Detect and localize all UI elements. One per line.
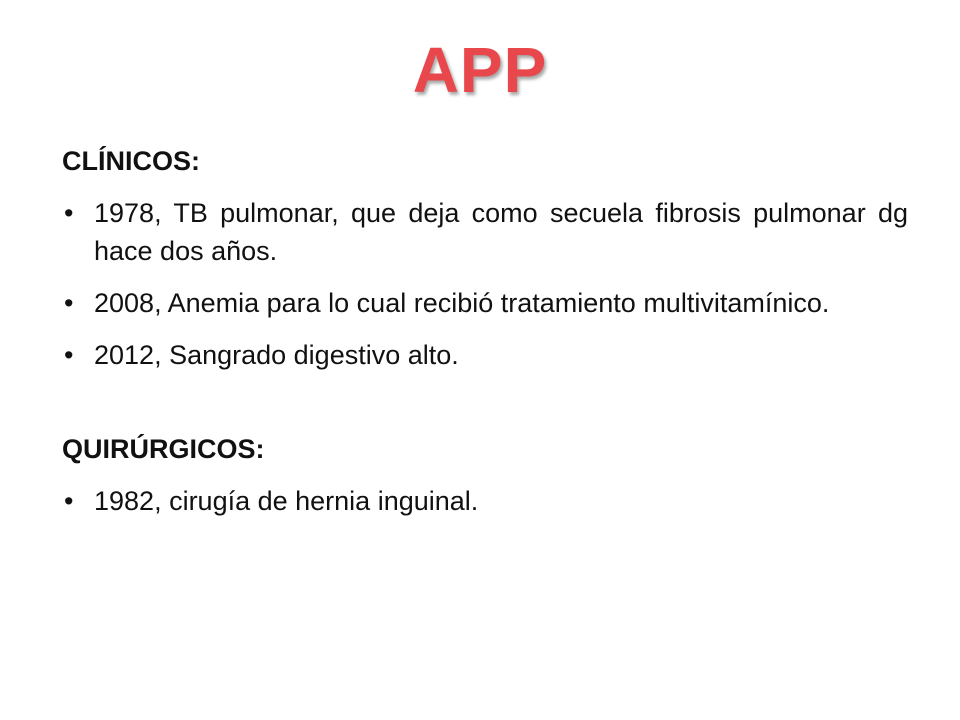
slide-content	[62, 140, 908, 534]
list-item	[62, 482, 908, 520]
list-item	[62, 194, 908, 270]
bullet-icon: •	[64, 486, 74, 516]
bullet-icon: •	[64, 288, 74, 318]
list-item-text: 2012, Sangrado digestivo alto.	[94, 340, 459, 370]
list-item-text: 1978, TB pulmonar, que deja como secuela fibrosis pulmonar dg hace dos años.	[94, 198, 908, 266]
section-heading-clinicos: CLÍNICOS:	[62, 146, 200, 176]
bullet-list-clinicos	[62, 194, 908, 374]
list-item-text: 1982, cirugía de hernia inguinal.	[94, 486, 479, 516]
slide-title: APP	[412, 34, 548, 106]
list-item-text: 2008, Anemia para lo cual recibió tratamiento multivitamínico.	[94, 288, 830, 318]
list-item	[62, 336, 908, 374]
section-heading-quirurgicos: QUIRÚRGICOS:	[62, 434, 265, 464]
bullet-list-quirurgicos	[62, 482, 908, 520]
bullet-icon: •	[64, 340, 74, 370]
list-item	[62, 284, 908, 322]
bullet-icon: •	[64, 198, 74, 228]
